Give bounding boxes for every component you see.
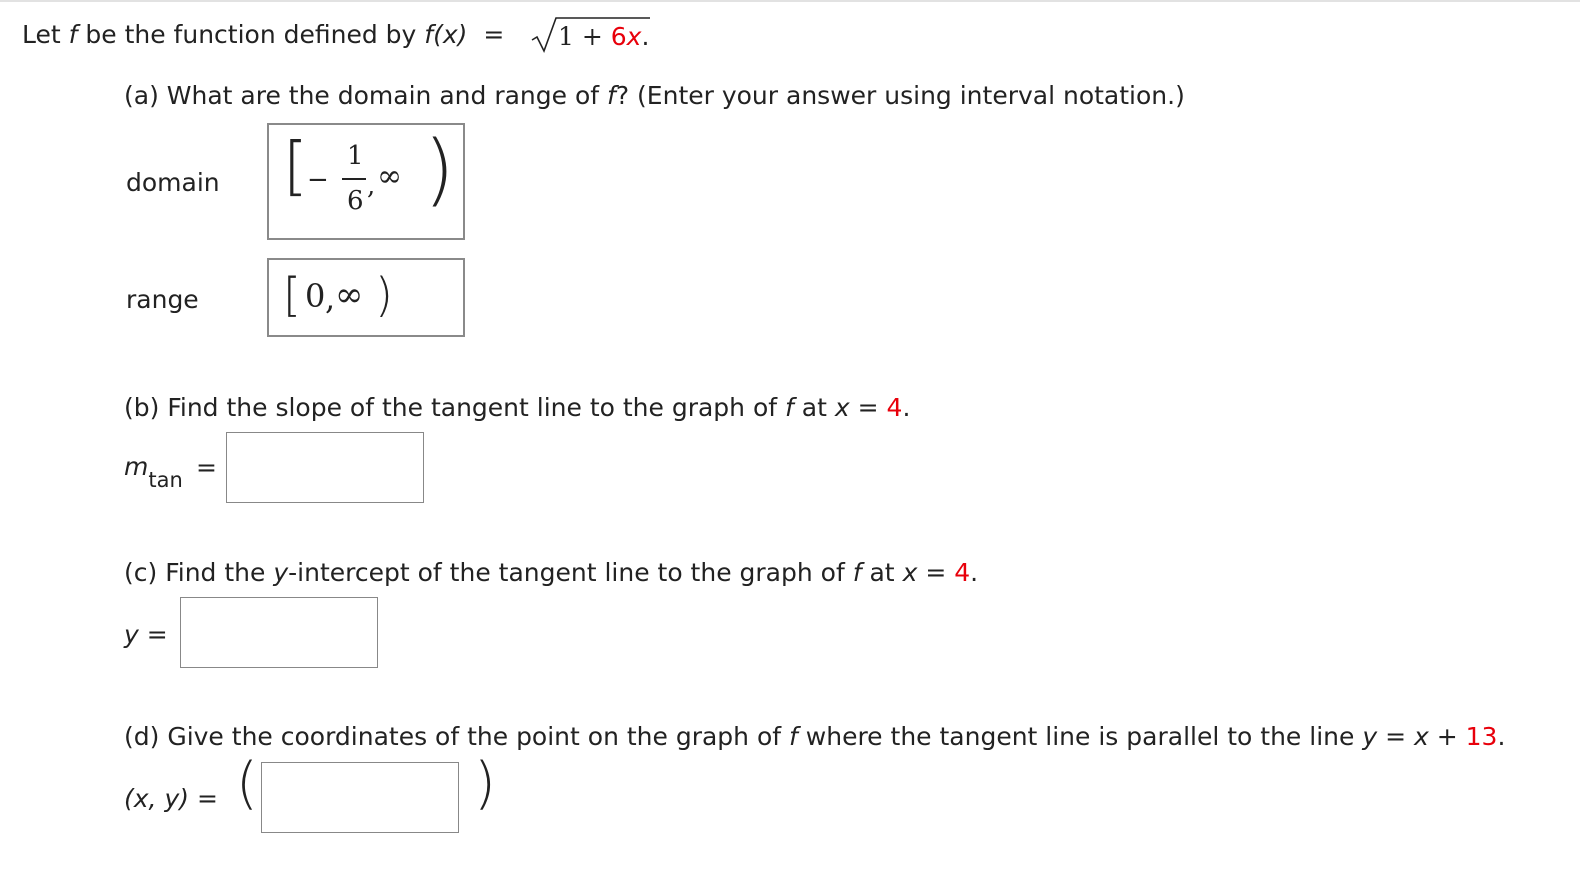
comma: , — [367, 171, 376, 201]
equals-sign: = — [857, 393, 879, 422]
question-text: at — [801, 393, 827, 422]
radicand-constant: 1 + — [558, 22, 603, 51]
coordinate-pair-symbol: (x, y) — [124, 784, 189, 813]
period: . — [902, 393, 911, 422]
question-text: where the tangent line is parallel to the line — [805, 722, 1355, 751]
question-text: ? (Enter your answer using interval notation.) — [615, 81, 1185, 110]
open-bracket: [ — [283, 268, 301, 322]
function-name: f — [789, 722, 798, 751]
radicand-coefficient: 6 — [610, 22, 627, 51]
period: . — [1497, 722, 1506, 751]
function-name: f — [785, 393, 794, 422]
question-text: (b) Find the slope of the tangent line to the graph of — [124, 393, 778, 422]
radicand-variable: x — [626, 22, 642, 51]
variable-y: y — [124, 620, 139, 649]
y-intercept-label — [124, 622, 168, 647]
equals-sign: = — [196, 453, 217, 482]
part-c-question — [124, 560, 978, 585]
minus-sign: − — [307, 165, 329, 195]
close-paren: ) — [424, 125, 455, 215]
function-name: f — [607, 81, 616, 110]
function-name: f — [68, 20, 78, 49]
coordinates-answer-input[interactable] — [261, 762, 459, 833]
equals-sign: = — [196, 784, 218, 813]
part-b-question — [124, 395, 910, 420]
range-label: range — [126, 285, 199, 314]
period: . — [641, 22, 650, 51]
question-text: -intercept of the tangent line to the graph of — [288, 558, 845, 587]
question-text: (c) Find the — [124, 558, 266, 587]
top-divider — [0, 0, 1580, 2]
fraction-denominator: 6 — [347, 186, 364, 216]
part-d-question — [124, 724, 1505, 749]
fraction-numerator: 1 — [347, 141, 364, 171]
question-text: (d) Give the coordinates of the point on the graph of — [124, 722, 782, 751]
variable-x: x — [1413, 722, 1429, 751]
coordinates-label — [124, 786, 218, 811]
variable-x: x — [834, 393, 850, 422]
line-intercept-value: 13 — [1465, 722, 1498, 751]
period: . — [970, 558, 979, 587]
domain-answer-field[interactable] — [267, 123, 465, 240]
question-text: at — [869, 558, 895, 587]
equals-sign: = — [1385, 722, 1407, 751]
open-bracket: [ — [283, 130, 308, 204]
domain-label: domain — [126, 168, 220, 197]
function-name: f — [852, 558, 862, 587]
slope-answer-input[interactable] — [226, 432, 424, 503]
comma: , — [325, 279, 336, 317]
part-a-question — [124, 83, 1185, 108]
question-text: (a) What are the domain and range of — [124, 81, 600, 110]
infinity-symbol: ∞ — [377, 159, 402, 194]
equals-sign: = — [146, 620, 168, 649]
range-lower-bound: 0 — [305, 277, 326, 315]
intro-text: be the function defined by — [85, 20, 417, 49]
variable-x: x — [902, 558, 918, 587]
equals-sign: = — [483, 20, 505, 49]
intro-text: Let — [22, 20, 61, 49]
x-value: 4 — [886, 393, 903, 422]
slope-symbol: m — [124, 452, 149, 481]
radicand — [558, 24, 649, 49]
fraction-bar — [342, 178, 366, 180]
x-value: 4 — [954, 558, 971, 587]
m-tan-label — [124, 452, 183, 492]
equals-sign: = — [925, 558, 947, 587]
close-paren: ) — [375, 268, 393, 322]
close-paren: ) — [474, 751, 496, 816]
problem-statement — [22, 22, 504, 47]
open-paren: ( — [236, 751, 258, 816]
y-intercept-answer-input[interactable] — [180, 597, 378, 668]
range-answer-field[interactable] — [267, 258, 465, 337]
plus-sign: + — [1436, 722, 1458, 751]
infinity-symbol: ∞ — [335, 275, 364, 315]
variable-y: y — [273, 558, 289, 587]
slope-subscript: tan — [148, 468, 183, 492]
function-notation: f(x) — [424, 20, 468, 49]
variable-y: y — [1362, 722, 1378, 751]
